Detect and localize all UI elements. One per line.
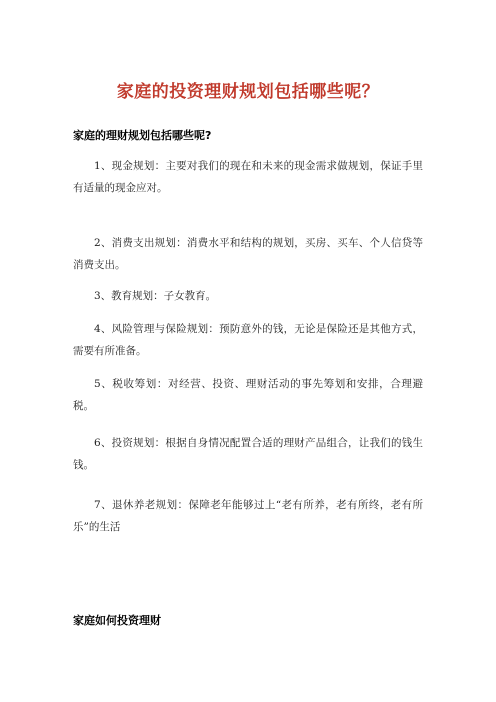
- paragraph-investment-planning: 6、投资规划：根据自身情况配置合适的理财产品组合，让我们的钱生钱。: [73, 437, 423, 471]
- section-heading-how-to-invest: 家庭如何投资理财: [73, 614, 161, 627]
- paragraph-education-planning: 3、教育规划：子女教育。: [94, 290, 217, 302]
- paragraph-cash-planning: 1、现金规划：主要对我们的现在和未来的现金需求做规划，保证手里有适量的现金应对。: [73, 160, 423, 194]
- paragraph-risk-insurance-planning: 4、风险管理与保险规划：预防意外的钱，无论是保险还是其他方式，需要有所准备。: [73, 323, 423, 357]
- page-title: 家庭的投资理财规划包括哪些呢？: [116, 82, 380, 102]
- paragraph-retirement-planning: 7、退休养老规划：保障老年能够过上“老有所养，老有所终，老有所乐”的生活: [73, 499, 423, 533]
- section-heading-financial-planning: 家庭的理财规划包括哪些呢?: [73, 129, 212, 142]
- paragraph-tax-planning: 5、税收筹划：对经营、投资、理财活动的事先筹划和安排，合理避税。: [73, 378, 423, 412]
- paragraph-consumption-planning: 2、消费支出规划：消费水平和结构的规划，买房、买车、个人信贷等消费支出。: [73, 237, 423, 271]
